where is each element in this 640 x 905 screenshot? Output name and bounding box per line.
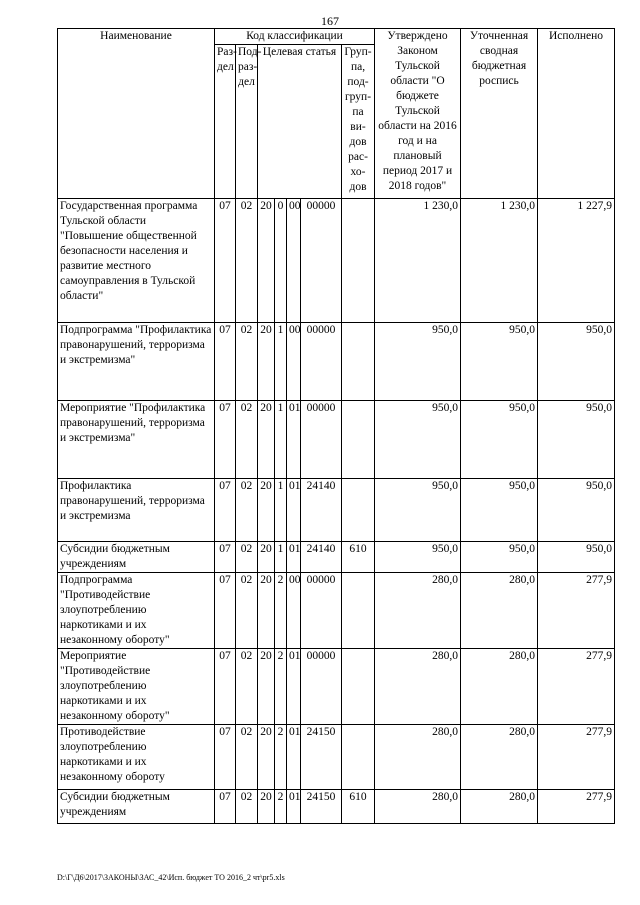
row-target-subprogram: 2	[275, 649, 287, 725]
row-target-event: 01	[287, 401, 301, 479]
row-expense-group	[342, 401, 375, 479]
row-expense-group: 610	[342, 790, 375, 824]
row-executed: 950,0	[538, 542, 615, 573]
row-target-direction: 24150	[301, 790, 342, 824]
row-approved: 280,0	[375, 573, 461, 649]
table-row	[58, 542, 615, 573]
row-name: Профилактика правонарушений, терроризма и экстремизма	[58, 479, 215, 542]
row-executed: 277,9	[538, 573, 615, 649]
header-name: Наименование	[58, 29, 215, 199]
row-approved: 280,0	[375, 649, 461, 725]
row-name: Мероприятие "Профилактика правонарушений, терроризма и экстремизма"	[58, 401, 215, 479]
table-row	[58, 479, 615, 542]
row-razdel: 07	[215, 725, 236, 790]
row-name: Государственная программа Тульской области "Повышение общественной безопасности населения и развитие местного самоуправления в Тульской области"	[58, 199, 215, 323]
row-target-event: 01	[287, 542, 301, 573]
row-razdel: 07	[215, 323, 236, 401]
row-target-subprogram: 2	[275, 573, 287, 649]
row-target-program: 20	[258, 649, 275, 725]
row-executed: 950,0	[538, 479, 615, 542]
page-number: 167	[321, 14, 339, 28]
row-approved: 950,0	[375, 542, 461, 573]
row-target-direction: 00000	[301, 199, 342, 323]
row-expense-group	[342, 323, 375, 401]
row-refined: 950,0	[461, 323, 538, 401]
header-code-group: Код классификации	[215, 29, 375, 45]
row-expense-group	[342, 649, 375, 725]
row-target-subprogram: 2	[275, 725, 287, 790]
row-razdel: 07	[215, 649, 236, 725]
row-executed: 1 227,9	[538, 199, 615, 323]
row-expense-group	[342, 479, 375, 542]
row-refined: 280,0	[461, 573, 538, 649]
row-razdel: 07	[215, 199, 236, 323]
row-target-event: 00	[287, 323, 301, 401]
row-podrazdel: 02	[236, 479, 258, 542]
row-podrazdel: 02	[236, 573, 258, 649]
row-target-event: 01	[287, 790, 301, 824]
row-executed: 950,0	[538, 323, 615, 401]
table-row	[58, 573, 615, 649]
row-refined: 950,0	[461, 542, 538, 573]
row-podrazdel: 02	[236, 542, 258, 573]
row-target-event: 01	[287, 479, 301, 542]
row-podrazdel: 02	[236, 790, 258, 824]
row-target-direction: 00000	[301, 401, 342, 479]
row-razdel: 07	[215, 401, 236, 479]
row-name: Подпрограмма "Профилактика правонарушений, терроризма и экстремизма"	[58, 323, 215, 401]
row-razdel: 07	[215, 479, 236, 542]
row-approved: 950,0	[375, 401, 461, 479]
header-group: Груп-па, под-груп-па ви-дов рас-хо-дов	[342, 45, 375, 199]
row-podrazdel: 02	[236, 199, 258, 323]
row-target-event: 00	[287, 573, 301, 649]
table-row	[58, 790, 615, 824]
table-row	[58, 323, 615, 401]
row-target-direction: 24150	[301, 725, 342, 790]
row-approved: 280,0	[375, 790, 461, 824]
row-podrazdel: 02	[236, 649, 258, 725]
header-approved: Утверждено Законом Тульской области "О бюджете Тульской области на 2016 год и на плановый период 2017 и 2018 годов"	[375, 29, 461, 199]
row-target-program: 20	[258, 401, 275, 479]
row-name: Мероприятие "Противодействие злоупотреблению наркотиками и их незаконному обороту"	[58, 649, 215, 725]
row-target-subprogram: 0	[275, 199, 287, 323]
row-razdel: 07	[215, 573, 236, 649]
header-razdel: Раз-дел	[215, 45, 236, 199]
header-refined: Уточненная сводная бюджетная роспись	[461, 29, 538, 199]
row-target-program: 20	[258, 790, 275, 824]
row-approved: 950,0	[375, 479, 461, 542]
row-target-program: 20	[258, 542, 275, 573]
row-podrazdel: 02	[236, 323, 258, 401]
row-razdel: 07	[215, 790, 236, 824]
row-target-program: 20	[258, 323, 275, 401]
row-target-event: 00	[287, 199, 301, 323]
row-executed: 277,9	[538, 725, 615, 790]
budget-table	[57, 28, 615, 824]
row-refined: 1 230,0	[461, 199, 538, 323]
header-executed: Исполнено	[538, 29, 615, 199]
row-refined: 950,0	[461, 401, 538, 479]
row-target-direction: 24140	[301, 542, 342, 573]
row-target-event: 01	[287, 725, 301, 790]
row-razdel: 07	[215, 542, 236, 573]
table-row	[58, 401, 615, 479]
row-name: Субсидии бюджетным учреждениям	[58, 542, 215, 573]
table-row	[58, 199, 615, 323]
row-target-direction: 00000	[301, 323, 342, 401]
row-target-subprogram: 2	[275, 790, 287, 824]
row-refined: 280,0	[461, 790, 538, 824]
row-target-subprogram: 1	[275, 542, 287, 573]
row-target-program: 20	[258, 199, 275, 323]
table-row	[58, 649, 615, 725]
row-target-event: 01	[287, 649, 301, 725]
row-name: Подпрограмма "Противодействие злоупотреблению наркотиками и их незаконному обороту"	[58, 573, 215, 649]
row-expense-group	[342, 199, 375, 323]
file-path-footer: D:\Г\Д6\2017\ЗАКОНЫ\ЗАС_42\Исп. бюджет ТО 2016_2 чт\pr5.xls	[57, 873, 285, 882]
row-approved: 1 230,0	[375, 199, 461, 323]
row-executed: 277,9	[538, 790, 615, 824]
row-target-direction: 24140	[301, 479, 342, 542]
header-target: Целевая статья	[258, 45, 342, 199]
row-target-subprogram: 1	[275, 479, 287, 542]
row-target-program: 20	[258, 479, 275, 542]
row-podrazdel: 02	[236, 725, 258, 790]
table-row	[58, 725, 615, 790]
row-expense-group	[342, 573, 375, 649]
row-executed: 950,0	[538, 401, 615, 479]
row-podrazdel: 02	[236, 401, 258, 479]
row-target-subprogram: 1	[275, 323, 287, 401]
row-target-direction: 00000	[301, 649, 342, 725]
row-expense-group	[342, 725, 375, 790]
row-approved: 280,0	[375, 725, 461, 790]
row-executed: 277,9	[538, 649, 615, 725]
row-refined: 950,0	[461, 479, 538, 542]
row-approved: 950,0	[375, 323, 461, 401]
row-expense-group: 610	[342, 542, 375, 573]
row-name: Противодействие злоупотреблению наркотиками и их незаконному обороту	[58, 725, 215, 790]
header-podrazdel: Под-раз-дел	[236, 45, 258, 199]
row-target-subprogram: 1	[275, 401, 287, 479]
row-target-program: 20	[258, 573, 275, 649]
row-name: Субсидии бюджетным учреждениям	[58, 790, 215, 824]
row-target-direction: 00000	[301, 573, 342, 649]
row-refined: 280,0	[461, 649, 538, 725]
row-refined: 280,0	[461, 725, 538, 790]
row-target-program: 20	[258, 725, 275, 790]
